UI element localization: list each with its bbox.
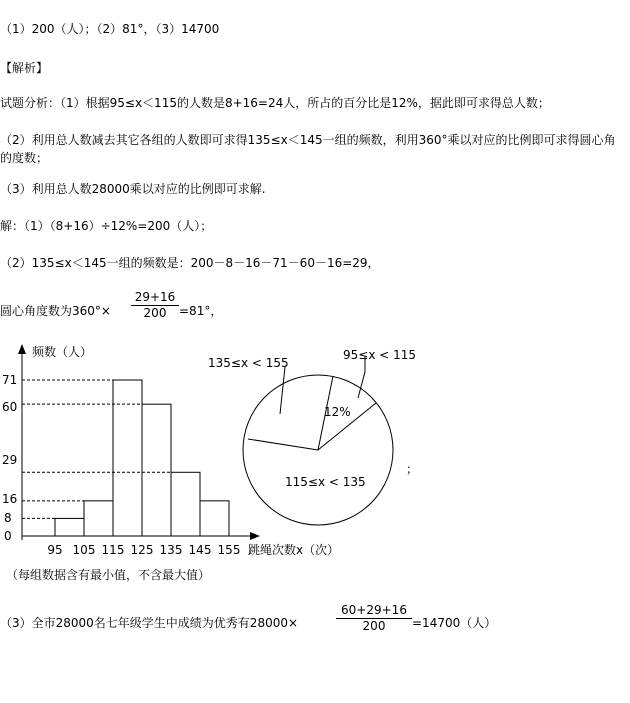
solution-step-3-fraction xyxy=(131,290,179,321)
y-tick-label: 8 xyxy=(4,511,12,525)
analysis-step-3: （3）利用总人数28000乘以对应的比例即可求解. xyxy=(0,182,266,196)
histogram-bar xyxy=(171,472,200,536)
part3-fraction xyxy=(336,603,412,634)
y-tick-label: 0 xyxy=(4,529,12,543)
fraction-numerator: 29+16 xyxy=(131,290,179,306)
analysis-step-2: （2）利用总人数减去其它各组的人数即可求得135≤x＜145一组的频数，利用360°乘以对应的比例即可求得圆心角的度数； xyxy=(0,133,616,165)
part3-prefix: （3）全市28000名七年级学生中成绩为优秀有28000× xyxy=(0,616,299,630)
trailing-semicolon: ； xyxy=(406,462,419,476)
y-axis-title: 频数（人） xyxy=(32,345,93,359)
y-tick-label: 60 xyxy=(2,400,18,414)
answer-line: （1）200（人）；（2）81°，（3）14700 xyxy=(0,22,220,36)
callout-line xyxy=(358,372,365,398)
pie-label-115-135: 115≤x < 135 xyxy=(285,475,366,489)
x-tick-label: 105 xyxy=(72,543,96,557)
y-axis-arrow xyxy=(18,344,26,354)
part3-suffix: =14700（人） xyxy=(412,616,497,630)
x-tick-label: 155 xyxy=(217,543,241,557)
pie-label-95-115: 95≤x < 115 xyxy=(343,348,417,362)
solution-step-2: （2）135≤x＜145一组的频数是：200－8－16－71－60－16=29， xyxy=(0,256,380,270)
x-axis-arrow xyxy=(250,532,260,540)
x-tick-label: 145 xyxy=(188,543,212,557)
analysis-step-1: 试题分析：（1）根据95≤x＜115的人数是8+16=24人，所占的百分比是12%，据此即可求得总人数； xyxy=(0,96,550,110)
pie-label-135-155: 135≤x < 155 xyxy=(208,356,289,370)
x-tick-label: 115 xyxy=(101,543,125,557)
x-tick-label: 95 xyxy=(47,543,63,557)
pie-radius xyxy=(248,439,318,450)
y-tick-label: 71 xyxy=(2,373,18,387)
histogram-bar xyxy=(113,380,142,536)
pie-chart xyxy=(208,345,470,520)
histogram-note: （每组数据含有最小值，不含最大值） xyxy=(6,568,211,582)
y-tick-label: 29 xyxy=(2,453,18,467)
fraction-denominator: 200 xyxy=(143,306,167,320)
y-tick-label: 16 xyxy=(2,492,18,506)
fraction-numerator: 60+29+16 xyxy=(336,603,412,619)
histogram-bar xyxy=(55,518,84,536)
solution-step-3-suffix: =81°， xyxy=(179,304,223,318)
x-tick-label: 135 xyxy=(159,543,183,557)
analysis-heading: 【解析】 xyxy=(0,61,49,75)
callout-line xyxy=(280,367,285,414)
histogram-bar xyxy=(142,404,171,536)
x-axis-title: 跳绳次数x（次） xyxy=(248,543,340,557)
solution-step-1: 解：（1）（8+16）÷12%=200（人）； xyxy=(0,219,213,233)
fraction-denominator: 200 xyxy=(362,619,386,633)
solution-step-3-prefix: 圆心角度数为360°× xyxy=(0,304,111,318)
histogram-bar xyxy=(84,501,113,536)
pie-percent-label: 12% xyxy=(324,405,351,419)
x-tick-label: 125 xyxy=(130,543,154,557)
histogram-bar xyxy=(200,501,229,536)
